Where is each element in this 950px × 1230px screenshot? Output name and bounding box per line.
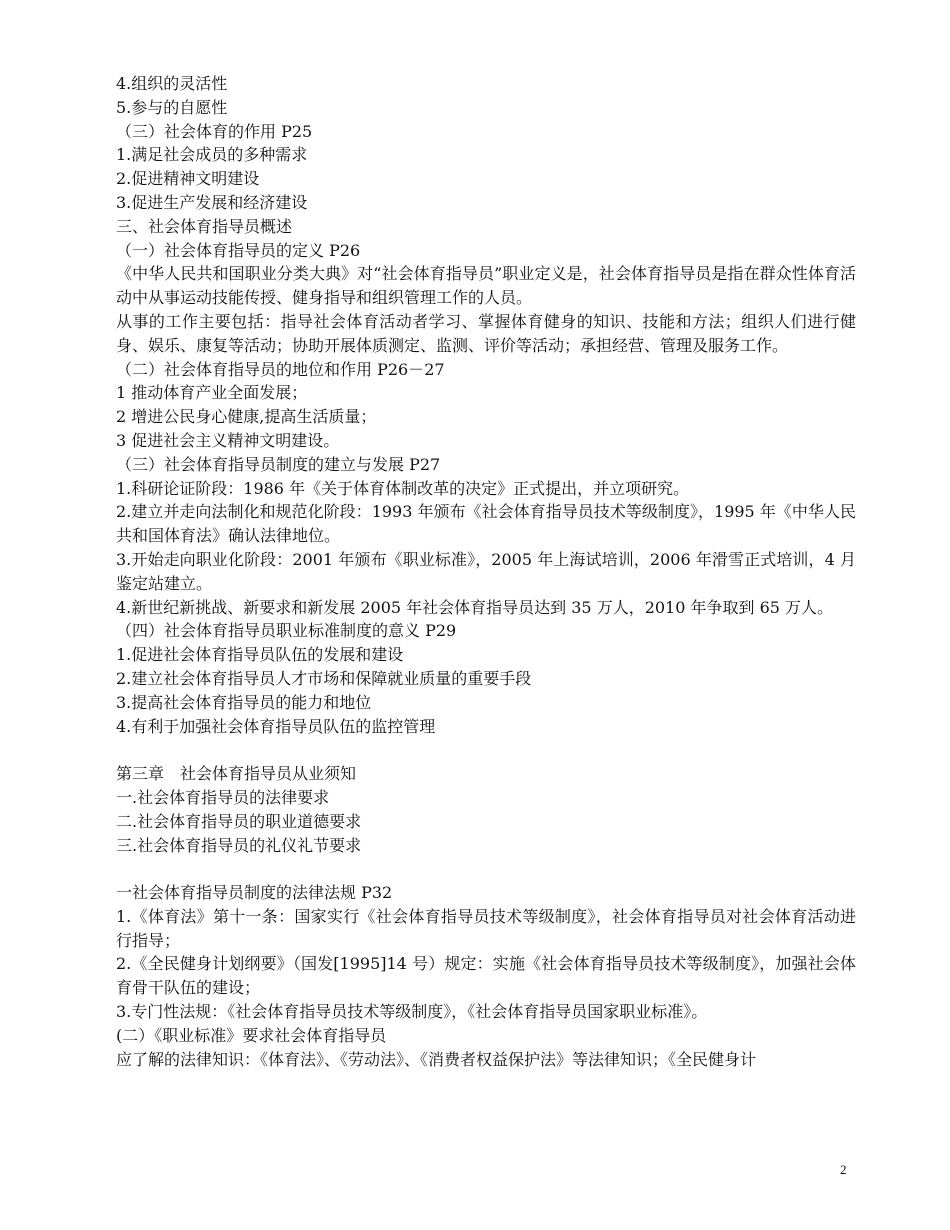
text-line: 4.组织的灵活性 [116,74,228,93]
text-line: 4.有利于加强社会体育指导员队伍的监控管理 [116,716,436,736]
text-line: 2.建立社会体育指导员人才市场和保障就业质量的重要手段 [116,668,532,688]
text-line: 1.促进社会体育指导员队伍的发展和建设 [116,645,404,665]
section-heading: （三）社会体育指导员制度的建立与发展 P27 [116,454,441,474]
chapter-heading: 第三章 社会体育指导员从业须知 [116,764,357,784]
document-body [116,72,856,1071]
paragraph: 1.《体育法》第十一条：国家实行《社会体育指导员技术等级制度》，社会体育指导员对社会体育活动进行指导； [116,906,856,950]
text-line: 5.参与的自愿性 [116,97,228,117]
text-line: 3 促进社会主义精神文明建设。 [116,430,340,450]
text-line: 1 推动体育产业全面发展； [116,383,308,403]
section-heading: （二）社会体育指导员的地位和作用 P26－27 [116,359,445,379]
text-line: 1.满足社会成员的多种需求 [116,145,308,165]
text-line: 应了解的法律知识：《体育法》、《劳动法》、《消费者权益保护法》等法律知识；《全民健身计 [116,1049,757,1069]
section-heading: （三）社会体育的作用 P25 [116,121,313,141]
text-line: 3.专门性法规：《社会体育指导员技术等级制度》，《社会体育指导员国家职业标准》。 [116,1002,708,1022]
page-number: 2 [840,1162,847,1177]
text-line: 1.科研论证阶段：1986 年《关于体育体制改革的决定》正式提出，并立项研究。 [116,478,690,498]
section-heading: 一社会体育指导员制度的法律法规 P32 [116,883,393,903]
text-line: 2 增进公民身心健康,提高生活质量； [116,407,377,427]
section-heading: 三、社会体育指导员概述 [116,216,293,236]
paragraph: 从事的工作主要包括：指导社会体育活动者学习、掌握体育健身的知识、技能和方法；组织人们进行健身、娱乐、康复等活动；协助开展体质测定、监测、评价等活动；承担经营、管理及服务工作。 [116,311,856,355]
text-line: 二.社会体育指导员的职业道德要求 [116,811,362,831]
paragraph: 3.开始走向职业化阶段：2001 年颁布《职业标准》，2005 年上海试培训，2006 年滑雪正式培训，4 月鉴定站建立。 [116,549,856,593]
paragraph: 4.新世纪新挑战、新要求和新发展 2005 年社会体育指导员达到 35 万人，2010 年争取到 65 万人。 [116,597,834,617]
blank-line [116,857,856,881]
paragraph: 2.建立并走向法制化和规范化阶段：1993 年颁布《社会体育指导员技术等级制度》，1995 年《中华人民共和国体育法》确认法律地位。 [116,502,856,546]
text-line: 一.社会体育指导员的法律要求 [116,787,330,807]
text-line: 3.促进生产发展和经济建设 [116,192,308,212]
text-line: 2.促进精神文明建设 [116,169,260,189]
text-line: 3.提高社会体育指导员的能力和地位 [116,692,372,712]
section-heading: （四）社会体育指导员职业标准制度的意义 P29 [116,621,457,641]
paragraph: 2.《全民健身计划纲要》（国发[1995]14 号）规定：实施《社会体育指导员技术等级制度》，加强社会体育骨干队伍的建设； [116,954,856,998]
blank-line [116,738,856,762]
section-heading: (二）《职业标准》要求社会体育指导员 [116,1025,387,1045]
section-heading: （一）社会体育指导员的定义 P26 [116,240,361,260]
paragraph: 《中华人民共和国职业分类大典》对“社会体育指导员”职业定义是，社会体育指导员是指在群众性体育活动中从事运动技能传授、健身指导和组织管理工作的人员。 [116,264,856,308]
text-line: 三.社会体育指导员的礼仪礼节要求 [116,835,362,855]
